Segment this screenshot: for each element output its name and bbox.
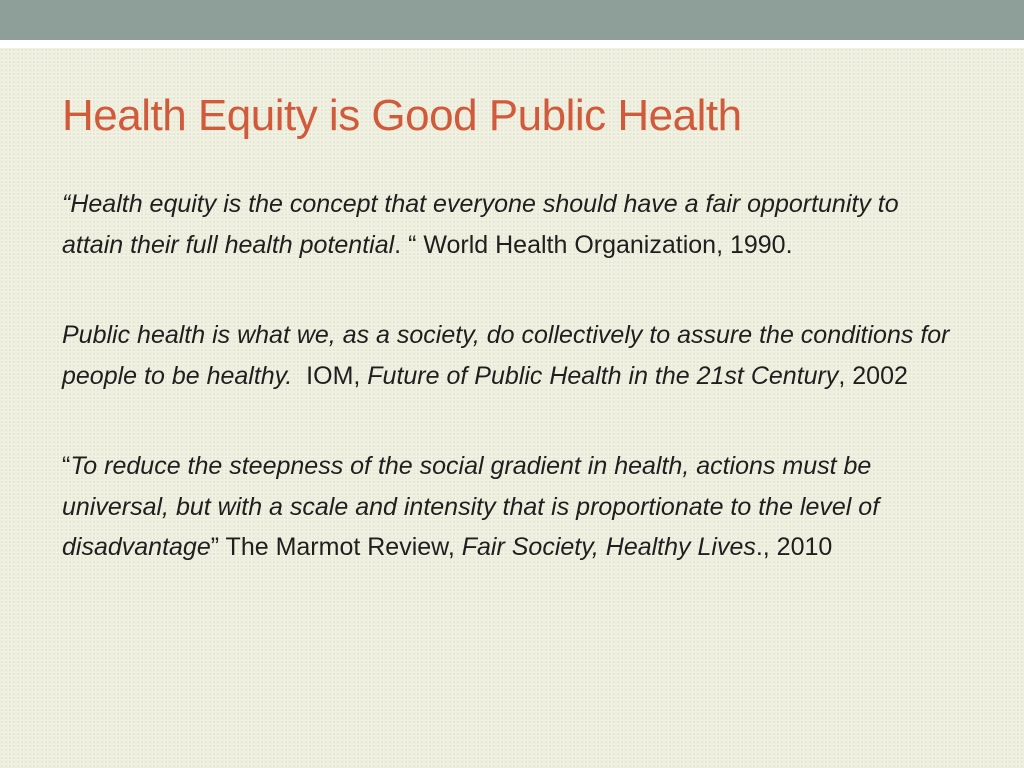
header-divider <box>0 40 1024 48</box>
quote-open: “ <box>62 190 71 218</box>
slide-body <box>62 184 962 568</box>
quote-iom <box>62 315 962 396</box>
quote-source: IOM, <box>292 361 368 390</box>
quote-who <box>62 184 962 265</box>
quote-marmot <box>62 446 962 568</box>
quote-text: To reduce the steepness of the social gradient in health, actions must be universal, but with a scale and intensity that is proportionate to the level of disadvantage <box>62 452 880 561</box>
quote-year: ., 2010 <box>755 533 833 561</box>
quote-attribution: . “ World Health Organization, 1990. <box>394 230 793 259</box>
quote-year: , 2002 <box>838 361 908 390</box>
slide-title: Health Equity is Good Public Health <box>62 91 742 140</box>
quote-text: Public health is what we, as a society, do collectively to assure the conditions for people to be healthy. <box>62 321 950 390</box>
work-title: Fair Society, Healthy Lives <box>461 533 756 561</box>
quote-text: Health equity is the concept that everyone should have a fair opportunity to attain their full health potential <box>62 190 899 259</box>
header-band <box>0 0 1024 40</box>
work-title: Future of Public Health in the 21st Century <box>367 361 839 390</box>
quote-attribution: ” The Marmot Review, <box>210 533 462 561</box>
quote-open: “ <box>62 452 71 480</box>
